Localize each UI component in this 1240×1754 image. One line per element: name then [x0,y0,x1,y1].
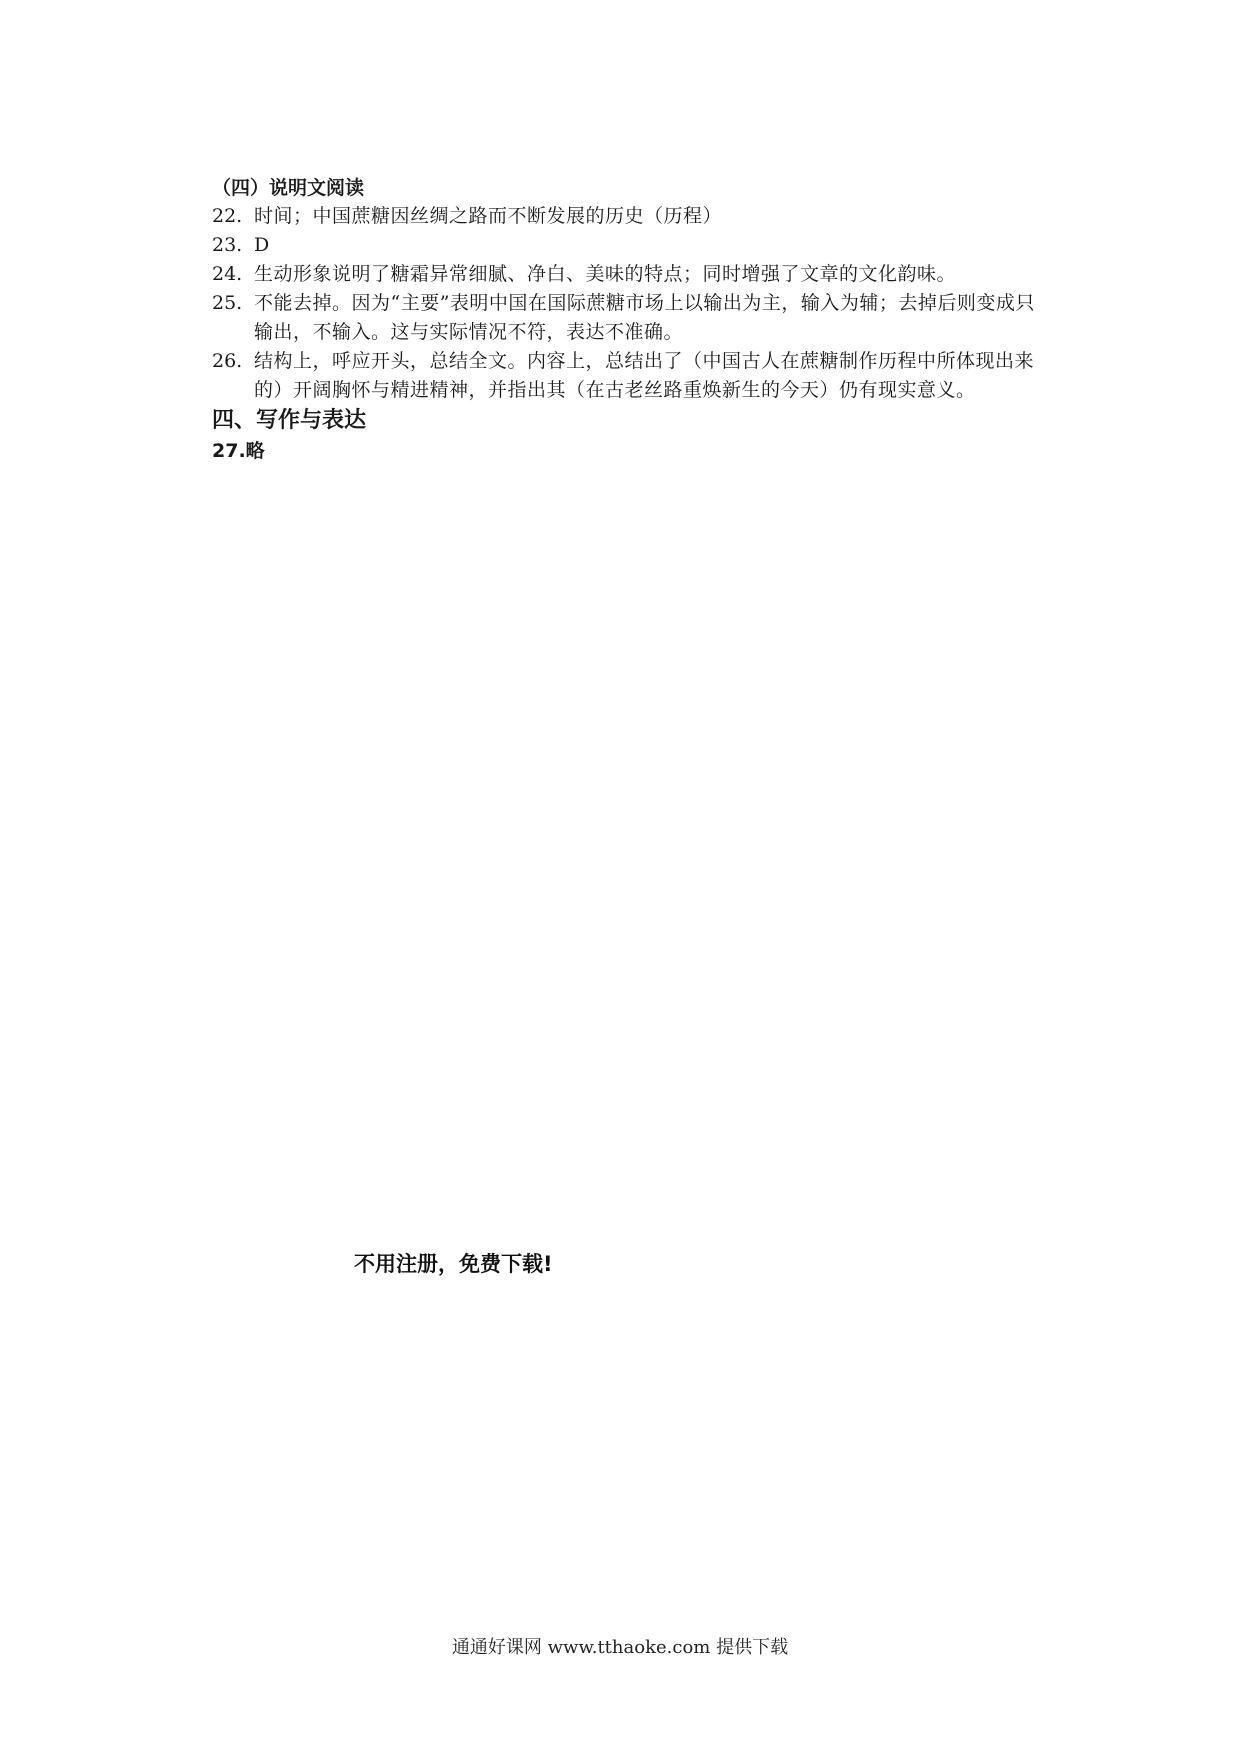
answer-24 [212,260,1052,289]
answer-23 [212,231,1052,260]
answer-27: 27.略 [212,440,265,462]
answer-22 [212,202,1052,231]
answer-number: 26. [212,350,243,372]
section-heading-reading: （四）说明文阅读 [212,177,365,199]
answer-number: 22. [212,205,243,227]
download-notice: 不用注册，免费下载! [354,1252,553,1276]
answer-26 [212,347,1052,405]
answer-number: 25. [212,292,243,314]
answer-text: D [254,234,270,256]
answer-text: 生动形象说明了糖霜异常细腻、净白、美味的特点；同时增强了文章的文化韵味。 [254,263,957,285]
answer-text: 结构上，呼应开头，总结全文。内容上，总结出了（中国古人在蔗糖制作历程中所体现出来的）开阔胸怀与精进精神，并指出其（在古老丝路重焕新生的今天）仍有现实意义。 [254,350,1035,401]
section-heading-writing: 四、写作与表达 [212,408,367,433]
page-footer: 通通好课网 www.tthaoke.com 提供下载 [451,1637,789,1658]
answer-number: 23. [212,234,243,256]
answer-text: 时间；中国蔗糖因丝绸之路而不断发展的历史（历程） [254,205,723,227]
reading-section [212,174,1052,465]
answer-text: 不能去掉。因为“主要”表明中国在国际蔗糖市场上以输出为主，输入为辅；去掉后则变成只输出，不输入。这与实际情况不符，表达不准确。 [254,292,1035,343]
answer-number: 24. [212,263,243,285]
answer-25 [212,289,1052,347]
